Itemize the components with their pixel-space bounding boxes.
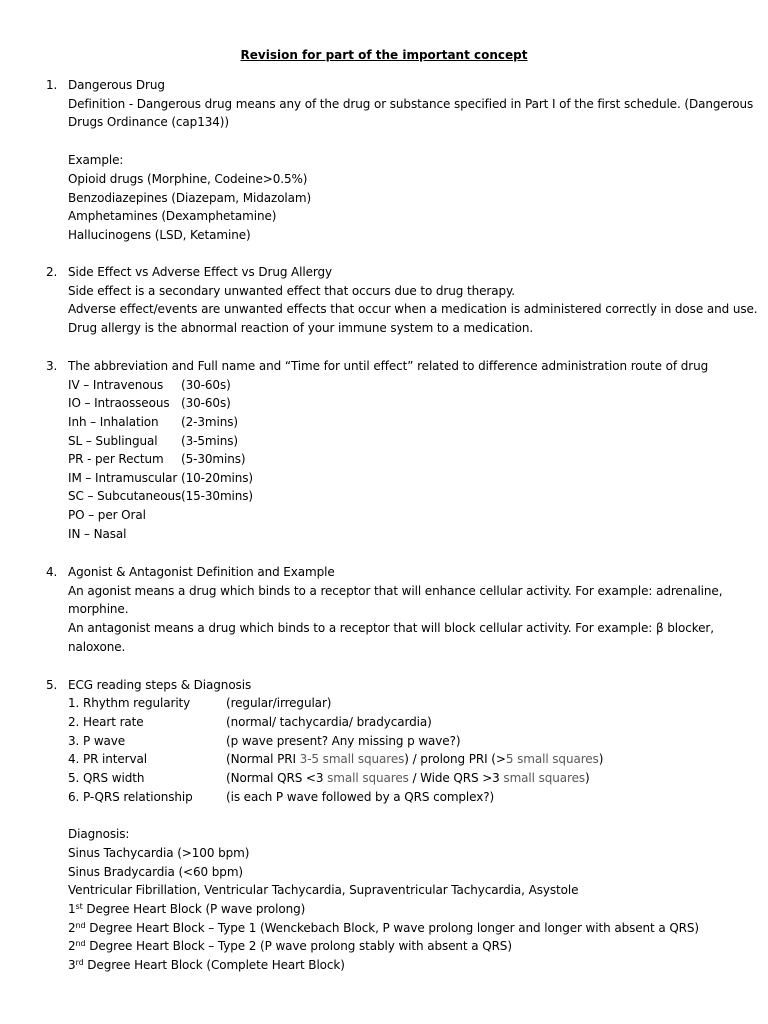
body-line: An antagonist means a drug which binds to a receptor that will block cellular activity. For example: β blocker,	[68, 621, 714, 635]
example-item: Opioid drugs (Morphine, Codeine>0.5%)	[68, 172, 308, 186]
section-number: 5.	[46, 678, 58, 692]
detail-highlight: small squares	[327, 771, 409, 785]
ecg-step-detail	[226, 770, 590, 786]
route-name: SC – Subcutaneous	[68, 489, 182, 503]
ecg-step: 5. QRS width	[68, 771, 145, 785]
route-time: (2-3mins)	[181, 415, 238, 429]
ecg-step-detail	[226, 751, 603, 767]
route-time: (30-60s)	[181, 378, 231, 392]
ordinal-suffix: nd	[75, 921, 86, 930]
section-heading: ECG reading steps & Diagnosis	[68, 678, 252, 692]
example-item: Benzodiazepines (Diazepam, Midazolam)	[68, 191, 312, 205]
route-name: IV – Intravenous	[68, 378, 164, 392]
ecg-step-detail: (is each P wave followed by a QRS complex?)	[226, 790, 495, 804]
heart-block-item	[68, 938, 512, 954]
route-name: IO – Intraosseous	[68, 396, 170, 410]
example-label: Example:	[68, 153, 124, 167]
section-number: 4.	[46, 565, 58, 579]
body-line: naloxone.	[68, 640, 126, 654]
route-row	[68, 433, 268, 449]
section-heading: Dangerous Drug	[68, 78, 165, 92]
ecg-step-row	[68, 751, 668, 767]
ecg-step-row	[68, 714, 668, 730]
detail-highlight: 3-5 small squares	[299, 752, 405, 766]
body-line: An agonist means a drug which binds to a receptor that will enhance cellular activity. For example: adrenaline,	[68, 584, 723, 598]
route-time: (10-20mins)	[181, 471, 254, 485]
block-text: Degree Heart Block (P wave prolong)	[82, 902, 306, 916]
page-title: Revision for part of the important concept	[240, 48, 528, 62]
block-degree: 3	[68, 958, 76, 972]
diagnosis-label: Diagnosis:	[68, 827, 130, 841]
ordinal-suffix: nd	[75, 939, 86, 948]
definition-line: Definition - Dangerous drug means any of the drug or substance specified in Part I of the first schedule. (Dangerous	[68, 97, 754, 111]
detail-text: )	[598, 752, 604, 766]
ecg-step-detail: (normal/ tachycardia/ bradycardia)	[226, 715, 432, 729]
route-name: Inh – Inhalation	[68, 415, 159, 429]
ecg-step-row	[68, 770, 668, 786]
ordinal-suffix: st	[75, 902, 83, 911]
definition-line: Drugs Ordinance (cap134))	[68, 115, 229, 129]
block-text: Degree Heart Block – Type 1 (Wenckebach Block, P wave prolong longer and longer with absent a QRS)	[85, 921, 699, 935]
section-heading: The abbreviation and Full name and “Time for until effect” related to difference administration route of drug	[68, 359, 709, 373]
route-row	[68, 395, 268, 411]
body-line: Side effect is a secondary unwanted effect that occurs due to drug therapy.	[68, 284, 516, 298]
ecg-step: 2. Heart rate	[68, 715, 144, 729]
block-text: Degree Heart Block – Type 2 (P wave prolong stably with absent a QRS)	[85, 939, 512, 953]
detail-text: ) / prolong PRI (>	[404, 752, 506, 766]
section-number: 3.	[46, 359, 58, 373]
diagnosis-item: Ventricular Fibrillation, Ventricular Tachycardia, Supraventricular Tachycardia, Asystole	[68, 883, 579, 897]
detail-highlight: 5 small squares	[505, 752, 599, 766]
ecg-step-detail: (p wave present? Any missing p wave?)	[226, 734, 461, 748]
detail-text: (Normal QRS <3	[226, 771, 328, 785]
route-name: IN – Nasal	[68, 527, 127, 541]
ecg-step-detail: (regular/irregular)	[226, 696, 332, 710]
ecg-step: 1. Rhythm regularity	[68, 696, 191, 710]
body-line: Drug allergy is the abnormal reaction of your immune system to a medication.	[68, 321, 534, 335]
section-number: 2.	[46, 265, 58, 279]
example-item: Hallucinogens (LSD, Ketamine)	[68, 228, 251, 242]
route-row	[68, 526, 126, 542]
block-degree: 2	[68, 921, 76, 935]
block-degree: 1	[68, 902, 76, 916]
route-row	[68, 451, 268, 467]
route-time: (15-30mins)	[181, 489, 254, 503]
route-row	[68, 377, 268, 393]
heart-block-item	[68, 920, 699, 936]
body-line: Adverse effect/events are unwanted effects that occur when a medication is administered correctly in dose and use.	[68, 302, 758, 316]
ecg-step-row	[68, 733, 668, 749]
route-row	[68, 488, 268, 504]
detail-text: )	[585, 771, 590, 785]
section-heading: Side Effect vs Adverse Effect vs Drug Allergy	[68, 265, 333, 279]
route-name: PR - per Rectum	[68, 452, 164, 466]
diagnosis-item: Sinus Tachycardia (>100 bpm)	[68, 846, 250, 860]
ecg-step: 3. P wave	[68, 734, 126, 748]
route-row	[68, 470, 268, 486]
ecg-step: 4. PR interval	[68, 752, 148, 766]
diagnosis-item: Sinus Bradycardia (<60 bpm)	[68, 865, 243, 879]
ecg-step-row	[68, 695, 668, 711]
route-time: (30-60s)	[181, 396, 231, 410]
heart-block-item	[68, 901, 305, 917]
block-text: Degree Heart Block (Complete Heart Block)	[83, 958, 345, 972]
ecg-step-row	[68, 789, 668, 805]
route-row	[68, 414, 268, 430]
heart-block-item	[68, 957, 345, 973]
body-line: morphine.	[68, 602, 129, 616]
detail-text: (Normal PRI	[226, 752, 300, 766]
route-row	[68, 507, 146, 523]
block-degree: 2	[68, 939, 76, 953]
ecg-step: 6. P-QRS relationship	[68, 790, 193, 804]
detail-highlight: small squares	[503, 771, 586, 785]
section-heading: Agonist & Antagonist Definition and Example	[68, 565, 335, 579]
route-time: (3-5mins)	[181, 434, 238, 448]
ordinal-suffix: rd	[75, 958, 84, 967]
route-name: PO – per Oral	[68, 508, 146, 522]
section-number: 1.	[46, 78, 58, 92]
route-time: (5-30mins)	[181, 452, 246, 466]
route-name: SL – Sublingual	[68, 434, 158, 448]
route-name: IM – Intramuscular	[68, 471, 178, 485]
example-item: Amphetamines (Dexamphetamine)	[68, 209, 277, 223]
detail-text: / Wide QRS >3	[408, 771, 504, 785]
